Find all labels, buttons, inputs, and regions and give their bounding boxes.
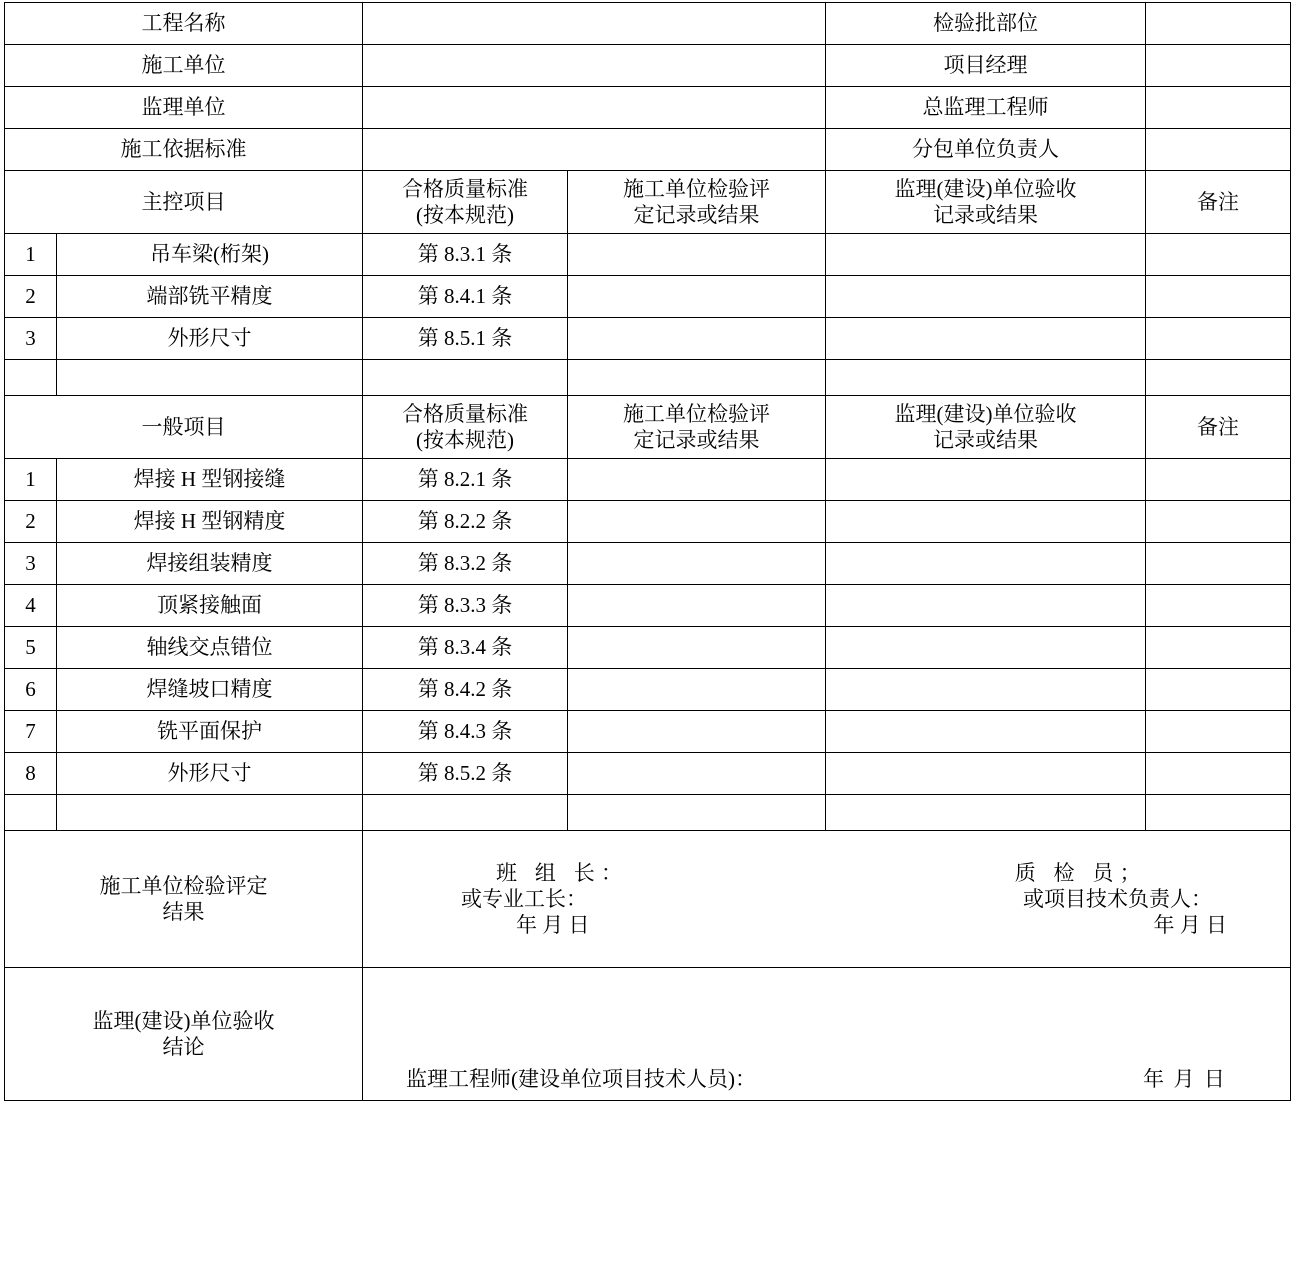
general-item-remark[interactable] xyxy=(1146,753,1291,795)
table-row xyxy=(5,711,1291,753)
general-item-name: 焊接组装精度 xyxy=(57,543,363,585)
main-col-standard-line2: (按本规范) xyxy=(416,203,514,227)
general-item-supervisor-result[interactable] xyxy=(826,585,1146,627)
general-col-supervisor xyxy=(826,396,1146,459)
main-item-supervisor-result[interactable] xyxy=(826,360,1146,396)
main-col-supervisor-line1: 监理(建设)单位验收 xyxy=(894,176,1077,201)
general-item-standard: 第 8.2.1 条 xyxy=(363,459,568,501)
label-project-manager: 项目经理 xyxy=(826,45,1146,87)
general-section-title: 一般项目 xyxy=(5,396,363,459)
general-section-header xyxy=(5,396,1291,459)
header-row-standard xyxy=(5,129,1291,171)
general-item-remark[interactable] xyxy=(1146,711,1291,753)
supervision-engineer-label: 监理工程师(建设单位项目技术人员)： xyxy=(406,1066,756,1091)
general-item-standard: 第 8.3.3 条 xyxy=(363,585,568,627)
team-leader-label: 班 组 长： xyxy=(496,860,629,885)
conclusion-label-line2: 结论 xyxy=(162,1035,205,1059)
conclusion-label xyxy=(5,968,363,1101)
general-item-no: 8 xyxy=(5,753,57,795)
conclusion-label-line1: 监理(建设)单位验收 xyxy=(92,1008,275,1033)
main-item-no: 2 xyxy=(5,276,57,318)
main-item-no: 3 xyxy=(5,318,57,360)
label-chief-supervision-engineer: 总监理工程师 xyxy=(826,87,1146,129)
general-item-no: 2 xyxy=(5,501,57,543)
main-item-standard: 第 8.4.1 条 xyxy=(363,276,568,318)
general-item-constructor-result[interactable] xyxy=(568,711,826,753)
general-item-remark[interactable] xyxy=(1146,501,1291,543)
general-item-constructor-result[interactable] xyxy=(568,459,826,501)
general-item-remark[interactable] xyxy=(1146,795,1291,831)
header-row-supervisor xyxy=(5,87,1291,129)
main-item-supervisor-result[interactable] xyxy=(826,276,1146,318)
evaluation-date-line xyxy=(366,912,1287,938)
main-col-constructor xyxy=(568,171,826,234)
general-item-constructor-result[interactable] xyxy=(568,669,826,711)
general-item-name: 轴线交点错位 xyxy=(57,627,363,669)
value-project-manager[interactable] xyxy=(1146,45,1291,87)
value-subcontractor-responsible[interactable] xyxy=(1146,129,1291,171)
table-row xyxy=(5,585,1291,627)
general-item-name: 焊接 H 型钢接缝 xyxy=(57,459,363,501)
general-item-constructor-result[interactable] xyxy=(568,543,826,585)
general-item-standard: 第 8.4.2 条 xyxy=(363,669,568,711)
main-item-name[interactable] xyxy=(57,360,363,396)
main-item-supervisor-result[interactable] xyxy=(826,234,1146,276)
general-col-constructor xyxy=(568,396,826,459)
evaluation-date-right[interactable]: 年 月 日 xyxy=(1153,913,1227,938)
label-supervision-unit: 监理单位 xyxy=(5,87,363,129)
table-row-empty xyxy=(5,360,1291,396)
conclusion-row xyxy=(5,968,1291,1101)
main-item-name: 端部铣平精度 xyxy=(57,276,363,318)
evaluation-signature-line1 xyxy=(366,860,1287,886)
general-item-remark[interactable] xyxy=(1146,669,1291,711)
general-item-no[interactable] xyxy=(5,795,57,831)
conclusion-signature-area[interactable] xyxy=(363,968,1291,1101)
general-item-standard: 第 8.3.2 条 xyxy=(363,543,568,585)
main-item-constructor-result[interactable] xyxy=(568,276,826,318)
main-col-standard-line1: 合格质量标准 xyxy=(402,176,528,201)
main-item-constructor-result[interactable] xyxy=(568,234,826,276)
general-item-constructor-result[interactable] xyxy=(568,627,826,669)
value-construction-standard[interactable] xyxy=(363,129,826,171)
value-chief-supervision-engineer[interactable] xyxy=(1146,87,1291,129)
general-item-remark[interactable] xyxy=(1146,459,1291,501)
general-item-constructor-result[interactable] xyxy=(568,501,826,543)
general-item-name: 焊接 H 型钢精度 xyxy=(57,501,363,543)
general-item-name: 外形尺寸 xyxy=(57,753,363,795)
header-row-project xyxy=(5,3,1291,45)
label-construction-unit: 施工单位 xyxy=(5,45,363,87)
main-item-remark[interactable] xyxy=(1146,234,1291,276)
label-subcontractor-responsible: 分包单位负责人 xyxy=(826,129,1146,171)
main-section-title: 主控项目 xyxy=(5,171,363,234)
main-item-remark[interactable] xyxy=(1146,318,1291,360)
table-row xyxy=(5,459,1291,501)
general-item-no: 3 xyxy=(5,543,57,585)
general-item-name: 铣平面保护 xyxy=(57,711,363,753)
value-project-name[interactable] xyxy=(363,3,826,45)
main-col-supervisor-line2: 记录或结果 xyxy=(933,203,1038,227)
main-item-constructor-result[interactable] xyxy=(568,318,826,360)
general-item-no: 4 xyxy=(5,585,57,627)
general-item-constructor-result[interactable] xyxy=(568,795,826,831)
value-construction-unit[interactable] xyxy=(363,45,826,87)
general-item-name[interactable] xyxy=(57,795,363,831)
general-item-standard: 第 8.2.2 条 xyxy=(363,501,568,543)
table-row-empty xyxy=(5,795,1291,831)
general-item-standard: 第 8.4.3 条 xyxy=(363,711,568,753)
evaluation-signature-line2 xyxy=(366,886,1287,912)
table-row xyxy=(5,543,1291,585)
general-col-constructor-line1: 施工单位检验评 xyxy=(623,401,770,426)
evaluation-result-label xyxy=(5,831,363,968)
general-item-standard: 第 8.5.2 条 xyxy=(363,753,568,795)
general-item-supervisor-result[interactable] xyxy=(826,543,1146,585)
general-col-supervisor-line2: 记录或结果 xyxy=(933,428,1038,452)
evaluation-signature-area[interactable] xyxy=(363,831,1291,968)
general-col-remark: 备注 xyxy=(1146,396,1291,459)
main-section-header xyxy=(5,171,1291,234)
main-item-no[interactable] xyxy=(5,360,57,396)
professional-foreman-label: 或专业工长： xyxy=(461,886,587,911)
inspection-lot-quality-form xyxy=(4,2,1291,1101)
main-item-remark[interactable] xyxy=(1146,360,1291,396)
general-col-supervisor-line1: 监理(建设)单位验收 xyxy=(894,401,1077,426)
general-item-remark[interactable] xyxy=(1146,585,1291,627)
evaluation-date-left[interactable]: 年 月 日 xyxy=(516,913,590,938)
header-row-constructor xyxy=(5,45,1291,87)
table-row xyxy=(5,753,1291,795)
general-col-constructor-line2: 定记录或结果 xyxy=(633,428,760,452)
table-row xyxy=(5,501,1291,543)
value-inspection-lot-part[interactable] xyxy=(1146,3,1291,45)
value-supervision-unit[interactable] xyxy=(363,87,826,129)
main-col-supervisor xyxy=(826,171,1146,234)
evaluation-result-row xyxy=(5,831,1291,968)
general-item-supervisor-result[interactable] xyxy=(826,753,1146,795)
general-col-standard xyxy=(363,396,568,459)
main-col-remark: 备注 xyxy=(1146,171,1291,234)
evaluation-result-label-line2: 结果 xyxy=(162,900,205,924)
main-item-constructor-result[interactable] xyxy=(568,360,826,396)
main-col-constructor-line2: 定记录或结果 xyxy=(633,203,760,227)
table-row xyxy=(5,318,1291,360)
main-col-constructor-line1: 施工单位检验评 xyxy=(623,176,770,201)
general-item-no: 7 xyxy=(5,711,57,753)
project-technical-manager-label: 或项目技术负责人： xyxy=(1023,886,1212,911)
main-item-standard: 第 8.3.1 条 xyxy=(363,234,568,276)
general-item-supervisor-result[interactable] xyxy=(826,711,1146,753)
conclusion-date[interactable]: 年 月 日 xyxy=(1143,1066,1227,1091)
table-row xyxy=(5,276,1291,318)
general-item-remark[interactable] xyxy=(1146,627,1291,669)
general-item-no: 1 xyxy=(5,459,57,501)
main-item-supervisor-result[interactable] xyxy=(826,318,1146,360)
table-row xyxy=(5,234,1291,276)
evaluation-result-label-line1: 施工单位检验评定 xyxy=(99,873,268,898)
general-item-name: 顶紧接触面 xyxy=(57,585,363,627)
main-item-name: 吊车梁(桁架) xyxy=(57,234,363,276)
table-row xyxy=(5,669,1291,711)
general-item-supervisor-result[interactable] xyxy=(826,795,1146,831)
general-item-supervisor-result[interactable] xyxy=(826,669,1146,711)
general-item-supervisor-result[interactable] xyxy=(826,627,1146,669)
general-item-supervisor-result[interactable] xyxy=(826,459,1146,501)
general-item-constructor-result[interactable] xyxy=(568,753,826,795)
main-item-standard[interactable] xyxy=(363,360,568,396)
main-item-remark[interactable] xyxy=(1146,276,1291,318)
label-construction-standard: 施工依据标准 xyxy=(5,129,363,171)
general-item-standard: 第 8.3.4 条 xyxy=(363,627,568,669)
general-item-name: 焊缝坡口精度 xyxy=(57,669,363,711)
general-item-standard[interactable] xyxy=(363,795,568,831)
main-col-standard xyxy=(363,171,568,234)
general-item-remark[interactable] xyxy=(1146,543,1291,585)
label-inspection-lot-part: 检验批部位 xyxy=(826,3,1146,45)
general-item-constructor-result[interactable] xyxy=(568,585,826,627)
label-project-name: 工程名称 xyxy=(5,3,363,45)
general-item-supervisor-result[interactable] xyxy=(826,501,1146,543)
general-item-no: 5 xyxy=(5,627,57,669)
general-col-standard-line2: (按本规范) xyxy=(416,428,514,452)
main-item-no: 1 xyxy=(5,234,57,276)
table-row xyxy=(5,627,1291,669)
general-item-no: 6 xyxy=(5,669,57,711)
conclusion-inner xyxy=(366,970,1287,1098)
general-col-standard-line1: 合格质量标准 xyxy=(402,401,528,426)
main-item-standard: 第 8.5.1 条 xyxy=(363,318,568,360)
main-item-name: 外形尺寸 xyxy=(57,318,363,360)
quality-inspector-label: 质 检 员； xyxy=(1014,860,1147,885)
